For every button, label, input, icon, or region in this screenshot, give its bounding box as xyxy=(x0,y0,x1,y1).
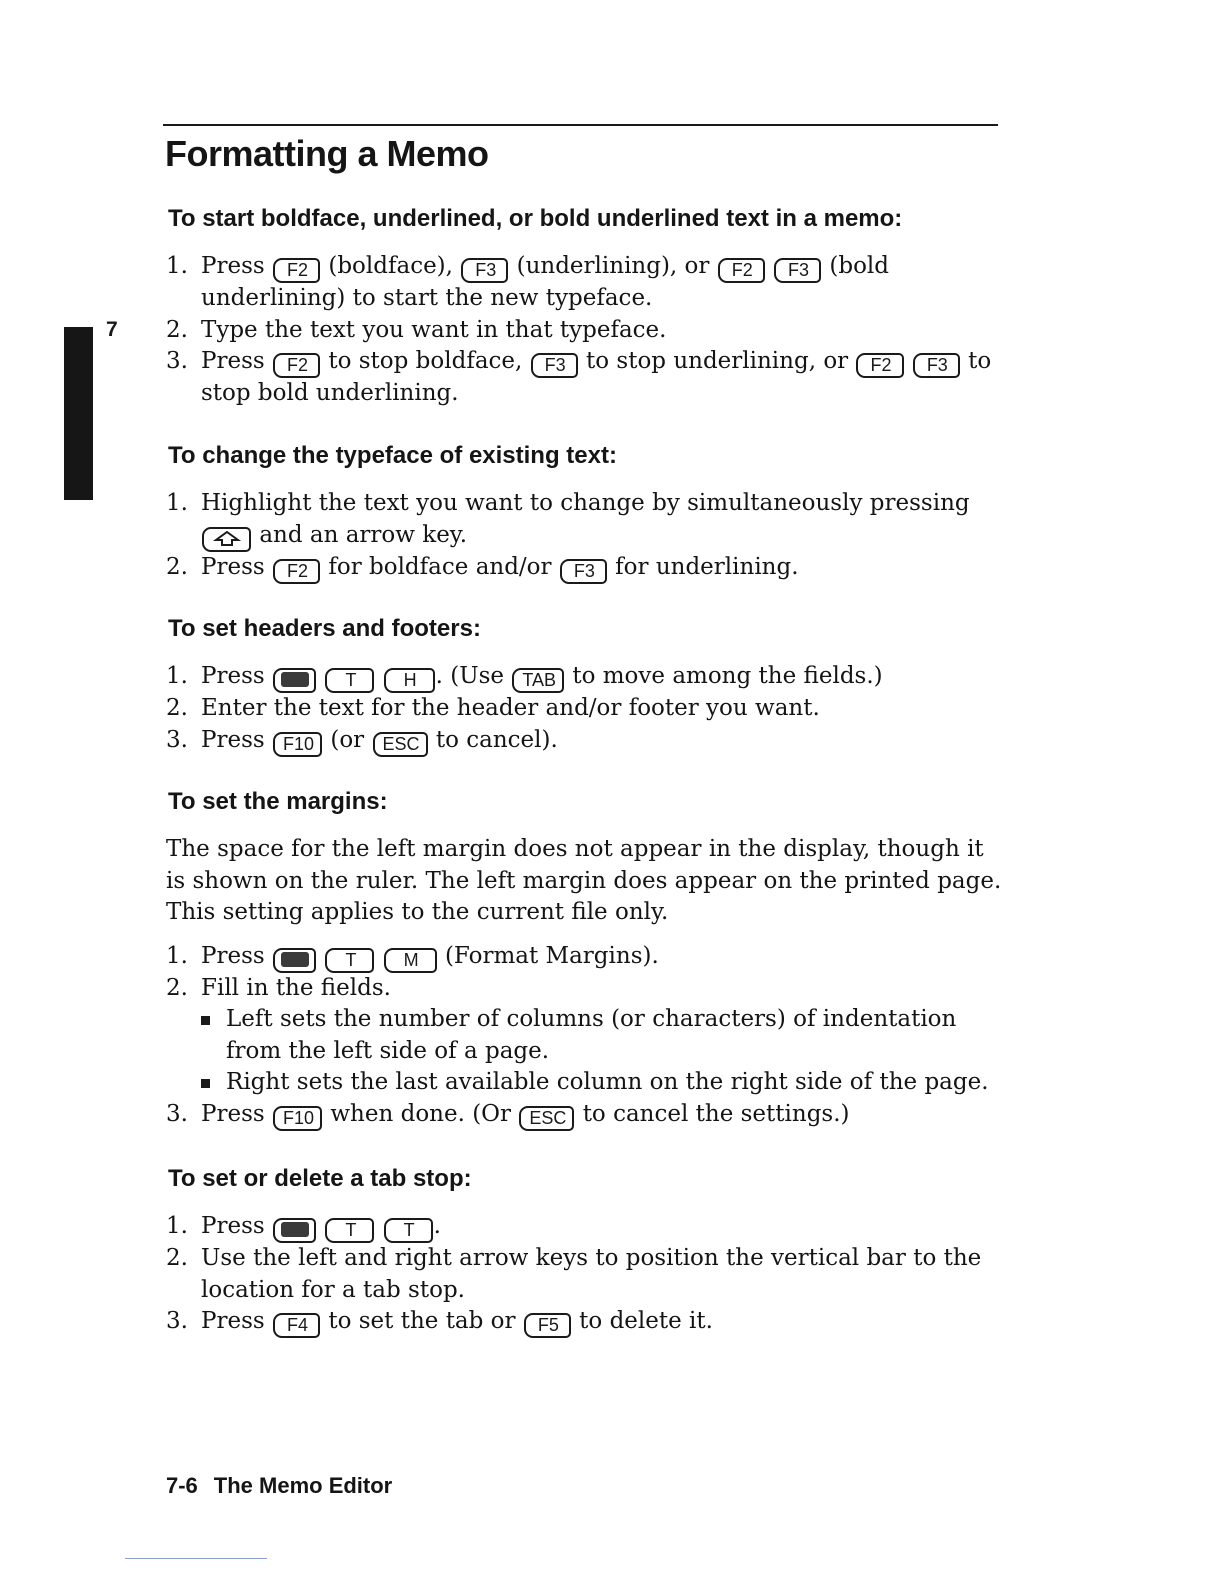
bullet-list xyxy=(201,1004,1006,1099)
key-f10: F10 xyxy=(273,1106,322,1131)
key-m: M xyxy=(384,948,437,973)
section-change-typeface xyxy=(166,442,1006,584)
step-number: 1. xyxy=(166,490,188,516)
step-item xyxy=(166,941,1006,973)
steps-list xyxy=(166,488,1006,584)
step-text: Press xyxy=(201,1100,265,1127)
step-text: and an arrow key. xyxy=(259,521,468,548)
key-t: T xyxy=(325,668,374,693)
key-menu xyxy=(273,1218,316,1243)
bullet-marker xyxy=(201,1079,210,1088)
step-text: Press xyxy=(201,1213,265,1239)
step-number: 3. xyxy=(166,348,188,374)
key-t: T xyxy=(384,1218,433,1243)
step-number: 3. xyxy=(166,726,188,753)
shift-key-icon xyxy=(210,531,244,552)
step-text: Enter the text for the header and/or footer you want. xyxy=(201,695,820,721)
step-item xyxy=(166,251,1006,315)
key-f3: F3 xyxy=(913,353,960,378)
page-title: Formatting a Memo xyxy=(165,133,489,174)
step-text: (boldface), xyxy=(328,253,453,279)
key-esc: ESC xyxy=(373,732,428,757)
step-text: Press xyxy=(201,348,265,374)
section-heading: To set the margins: xyxy=(168,788,388,815)
top-rule xyxy=(163,124,998,126)
step-number: 2. xyxy=(166,1245,188,1271)
step-item xyxy=(166,488,1006,552)
key-f10: F10 xyxy=(273,732,322,757)
key-t: T xyxy=(325,1218,374,1243)
key-f2: F2 xyxy=(273,353,320,378)
bullet-text: Right sets the last available column on the right side of the page. xyxy=(226,1069,989,1095)
chapter-number: 7 xyxy=(106,318,118,341)
key-t: T xyxy=(325,948,374,973)
key-f3: F3 xyxy=(560,559,607,584)
step-text: Press xyxy=(201,1308,265,1334)
step-text: Highlight the text you want to change by simultaneously pressing xyxy=(201,490,970,516)
step-number: 1. xyxy=(166,1213,188,1239)
step-text: to stop underlining, or xyxy=(586,348,849,374)
key-f3: F3 xyxy=(774,258,821,283)
step-item xyxy=(166,1211,1006,1243)
bullet-item xyxy=(201,1004,1006,1067)
step-text: . (Use xyxy=(435,663,505,689)
footer-chapter-title: The Memo Editor xyxy=(213,1473,393,1498)
step-item xyxy=(166,552,1006,584)
key-esc: ESC xyxy=(519,1106,574,1131)
step-item xyxy=(166,661,1006,693)
step-text: Use the left and right arrow keys to position the vertical bar to the location for a tab stop. xyxy=(201,1245,982,1303)
key-f2: F2 xyxy=(273,559,320,584)
key-f5: F5 xyxy=(524,1313,571,1338)
section-boldface-underline xyxy=(166,205,1006,410)
step-number: 3. xyxy=(166,1308,188,1334)
step-item xyxy=(166,973,1006,1099)
step-text: to stop bold underlining. xyxy=(201,348,992,406)
step-text: to move among the fields.) xyxy=(572,663,883,689)
step-text: (underlining), or xyxy=(516,253,710,279)
step-text: (bold underlining) to start the new typeface. xyxy=(201,253,889,311)
key-menu xyxy=(273,668,316,693)
step-text: when done. (Or xyxy=(330,1100,512,1127)
key-h: H xyxy=(384,668,435,693)
step-text: Press xyxy=(201,663,265,689)
section-heading: To change the typeface of existing text: xyxy=(168,442,617,469)
step-text: for underlining. xyxy=(615,553,799,580)
step-number: 2. xyxy=(166,974,188,1001)
key-f2: F2 xyxy=(718,258,765,283)
steps-list xyxy=(166,251,1006,410)
step-number: 1. xyxy=(166,942,188,969)
step-text: to set the tab or xyxy=(328,1308,516,1334)
section-tab-stop xyxy=(166,1165,1006,1338)
step-item xyxy=(166,1243,1006,1306)
step-number: 2. xyxy=(166,695,188,721)
steps-list xyxy=(166,941,1006,1131)
step-text: to delete it. xyxy=(579,1308,713,1334)
section-heading: To start boldface, underlined, or bold underlined text in a memo: xyxy=(168,205,903,232)
key-f4: F4 xyxy=(273,1313,320,1338)
step-item xyxy=(166,1306,1006,1338)
step-text: to cancel). xyxy=(435,726,558,753)
chapter-tab xyxy=(64,327,93,500)
step-text: Press xyxy=(201,253,265,279)
section-intro: The space for the left margin does not appear in the display, though it is shown on the ruler. The left margin does appear on the printed page. This setting applies to the current file only. xyxy=(166,836,1002,925)
bullet-marker xyxy=(201,1016,210,1025)
section-headers-footers xyxy=(166,615,1006,757)
section-margins xyxy=(166,788,1006,1131)
bullet-item xyxy=(201,1067,1006,1099)
footer-page-number: 7-6 xyxy=(166,1473,198,1498)
step-number: 1. xyxy=(166,663,188,689)
menu-key-icon xyxy=(281,1222,309,1237)
bottom-rule xyxy=(125,1558,267,1559)
key-f2: F2 xyxy=(856,353,903,378)
key-f3: F3 xyxy=(461,258,508,283)
step-number: 3. xyxy=(166,1100,188,1127)
step-item xyxy=(166,1099,1006,1131)
step-text: to stop boldface, xyxy=(328,348,523,374)
step-text: Press xyxy=(201,942,265,969)
step-item xyxy=(166,346,1006,410)
step-text: Fill in the fields. xyxy=(201,974,391,1001)
step-item xyxy=(166,725,1006,757)
step-text: (or xyxy=(330,726,365,753)
step-text: Press xyxy=(201,726,265,753)
bullet-text: Left sets the number of columns (or characters) of indentation from the left side of a page. xyxy=(226,1006,957,1064)
key-menu xyxy=(273,948,316,973)
step-number: 1. xyxy=(166,253,188,279)
menu-key-icon xyxy=(281,952,309,967)
steps-list xyxy=(166,661,1006,757)
key-f3: F3 xyxy=(531,353,578,378)
step-number: 2. xyxy=(166,553,188,580)
step-text: Press xyxy=(201,553,265,580)
section-heading: To set or delete a tab stop: xyxy=(168,1165,472,1192)
step-text: Type the text you want in that typeface. xyxy=(201,316,667,343)
steps-list xyxy=(166,1211,1006,1338)
key-f2: F2 xyxy=(273,258,320,283)
step-text: (Format Margins). xyxy=(444,942,659,969)
step-item xyxy=(166,315,1006,347)
step-text: . xyxy=(433,1213,441,1239)
step-text: for boldface and/or xyxy=(328,553,552,580)
step-item xyxy=(166,693,1006,725)
step-text: to cancel the settings.) xyxy=(582,1100,850,1127)
menu-key-icon xyxy=(281,672,309,687)
section-heading: To set headers and footers: xyxy=(168,615,481,642)
step-number: 2. xyxy=(166,316,188,343)
key-shift xyxy=(202,527,251,552)
key-tab: TAB xyxy=(512,668,564,693)
page-footer xyxy=(166,1473,392,1499)
